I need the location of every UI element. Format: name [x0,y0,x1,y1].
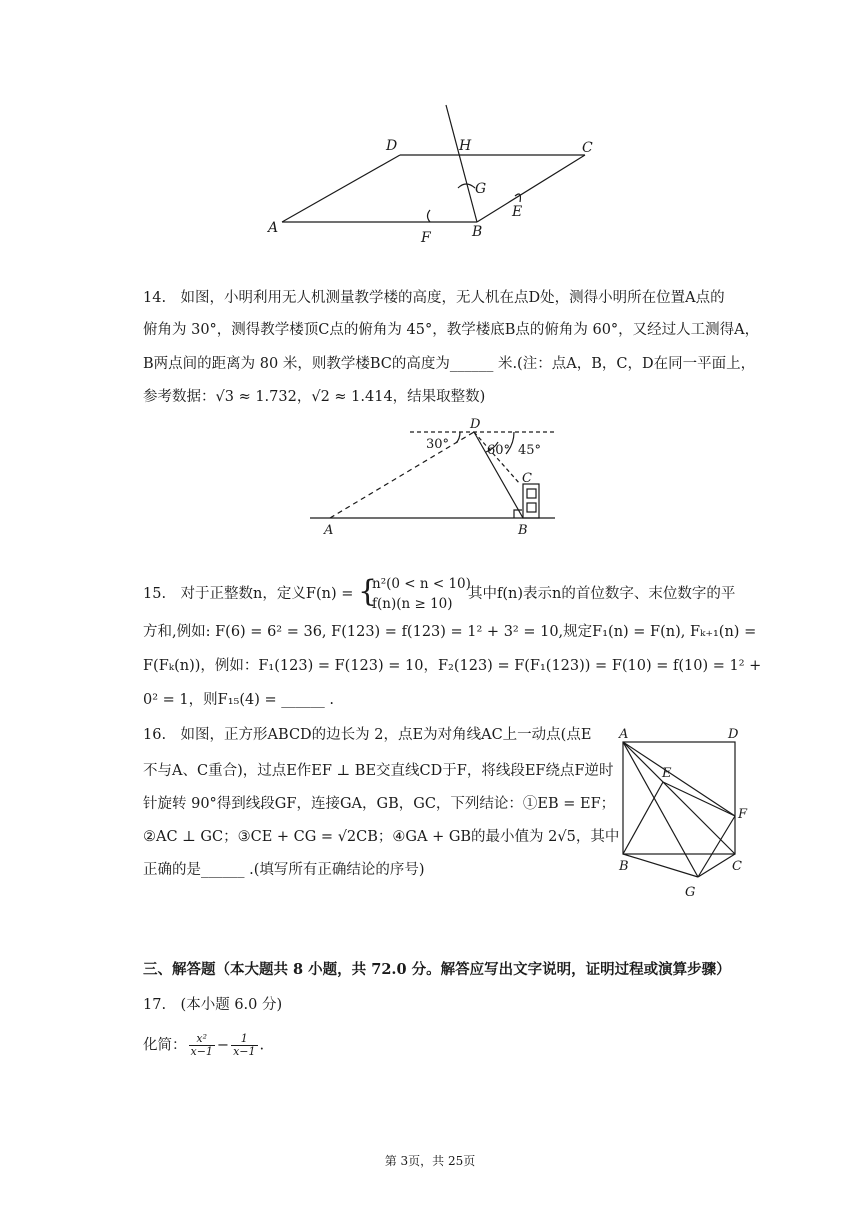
figure-drone-building [300,412,570,540]
label-C: C [522,471,532,486]
figure-parallelogram [260,100,610,250]
q16-line5: 正确的是______ .(填写所有正确结论的序号) [143,862,425,878]
label-E: E [512,204,523,220]
label-A: A [324,523,334,538]
label-D: D [386,138,398,154]
fraction-2 [231,1033,257,1058]
q17-prefix: 化简： [143,1037,187,1054]
q16-line1: 16. 如图，正方形ABCD的边长为 2，点E为对角线AC上一动点(点E [143,727,592,743]
q16-line4: ②AC ⊥ GC；③CE + CG = √2CB；④GA + GB的最小值为 2√5，其中 [143,829,620,845]
label-G: G [475,181,487,197]
label-F: F [738,807,748,822]
section-heading: 三、解答题（本大题共 8 小题，共 72.0 分。解答应写出文字说明，证明过程或演算步骤） [143,961,731,978]
q16-line3: 针旋转 90°得到线段GF，连接GA，GB，GC，下列结论：①EB = EF； [143,796,616,812]
label-A: A [268,220,279,236]
page-footer: 第 3页，共 25页 [384,1154,476,1168]
period: . [259,1037,265,1054]
q14-line3: B两点间的距离为 80 米，则教学楼BC的高度为______ 米.(注：点A，B，C，D在同一平面上， [143,356,756,372]
label-B: B [472,224,483,240]
minus-sign: − [216,1037,230,1054]
angle-60: 60° [487,443,511,458]
figure-square [610,722,760,912]
fraction-1-numerator: x² [189,1033,215,1046]
q15-line1-start: 15. 对于正整数n，定义F(n) = [143,586,354,602]
fraction-2-numerator: 1 [231,1033,257,1046]
q14-line1: 14. 如图，小明利用无人机测量教学楼的高度，无人机在点D处，测得小明所在位置A点的 [143,290,725,306]
q14-line4: 参考数据：√3 ≈ 1.732，√2 ≈ 1.414，结果取整数) [143,389,486,405]
q15-line4: 0² = 1，则F₁₅(4) = ______ . [143,692,334,708]
label-A: A [619,727,629,742]
label-H: H [459,138,472,154]
q15-line2: 方和,例如: F(6) = 6² = 36, F(123) = f(123) = 1² + 3² = 10,规定F₁(n) = F(n), Fₖ₊₁(n) = [143,624,757,640]
q15-case1: n²(0 < n < 10) [372,576,471,592]
label-E: E [662,766,672,781]
angle-30: 30° [426,437,450,452]
q17-body [143,1033,264,1058]
label-D: D [728,727,739,742]
q15-line1-end: 其中f(n)表示n的首位数字、末位数字的平 [468,586,736,602]
fraction-2-denominator: x−1 [233,1045,256,1058]
label-C: C [732,859,742,874]
label-B: B [619,859,629,874]
brace-icon: { [358,574,378,609]
q14-line2: 俯角为 30°，测得教学楼顶C点的俯角为 45°，教学楼底B点的俯角为 60°，又经过人工测得A， [143,322,760,338]
label-F: F [421,230,431,246]
q17-title: 17. (本小题 6.0 分) [143,997,283,1013]
label-B: B [518,523,528,538]
label-D: D [470,417,481,432]
fraction-1-denominator: x−1 [190,1045,213,1058]
label-G: G [685,885,696,900]
q15-case2: f(n)(n ≥ 10) [372,596,453,612]
label-C: C [582,140,593,156]
angle-45: 45° [518,443,542,458]
q15-line3: F(Fₖ(n))，例如：F₁(123) = F(123) = 10，F₂(123) = F(F₁(123)) = F(10) = f(10) = 1² + [143,658,762,674]
q16-line2: 不与A、C重合)，过点E作EF ⊥ BE交直线CD于F，将线段EF绕点F逆时 [143,763,614,779]
fraction-1 [189,1033,215,1058]
